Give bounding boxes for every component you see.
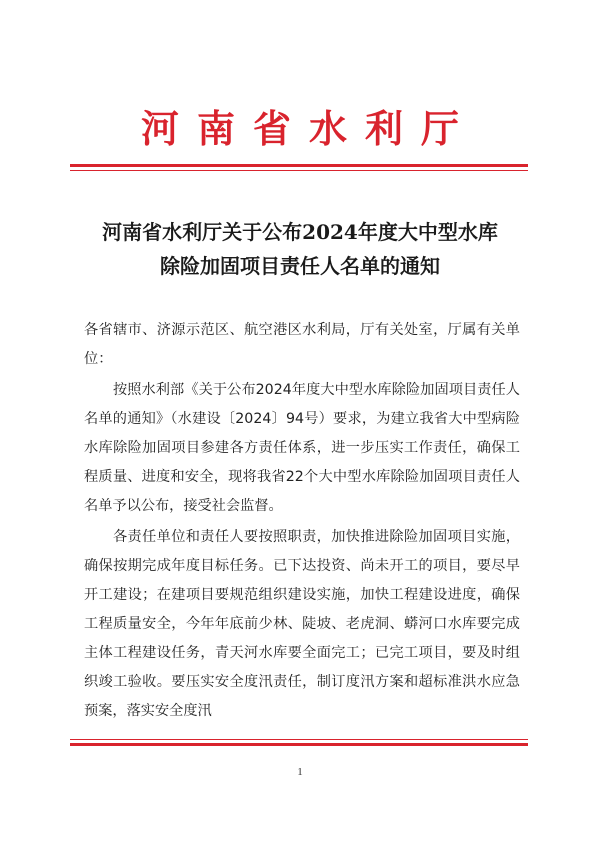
header-red-rule-thin <box>70 170 528 171</box>
document-title-line-1: 河南省水利厅关于公布2024年度大中型水库 <box>102 220 498 244</box>
salutation: 各省辖市、济源示范区、航空港区水利局，厅有关处室，厅属有关单位： <box>84 322 520 367</box>
footer-red-rule-thin <box>70 739 528 740</box>
agency-header-title: 河南省水利厅 <box>140 106 477 151</box>
body-paragraph-2: 各责任单位和责任人要按照职责，加快推进除险加固项目实施，确保按期完成年度目标任务。已下达投资、尚未开工的项目，要尽早开工建设；在建项目要规范组织建设实施，加快工程建设进度，确保工程质量安全，今年年底前少林、陡坡、老虎洞、蟒河口水库要完成主体工程建设任务，青天河水库要全面完工；已完工项目，要及时组织竣工验收。要压实安全度汛责任，制订度汛方案和超标准洪水应急预案，落实安全度汛 <box>84 529 520 719</box>
page-number: 1 <box>297 766 303 778</box>
header-red-rule-thick <box>70 164 528 167</box>
footer-red-rule-thick <box>70 743 528 746</box>
body-paragraph-1: 按照水利部《关于公布2024年度大中型水库除险加固项目责任人名单的通知》（水建设〔2024〕94号）要求，为建立我省大中型病险水库除险加固项目参建各方责任体系，进一步压实工作责任，确保工程质量、进度和安全，现将我省22个大中型水库除险加固项目责任人名单予以公布，接受社会监督。 <box>84 382 520 514</box>
document-body <box>84 316 520 726</box>
document-title-line-2: 除险加固项目责任人名单的通知 <box>160 254 440 278</box>
document-title <box>60 215 540 283</box>
